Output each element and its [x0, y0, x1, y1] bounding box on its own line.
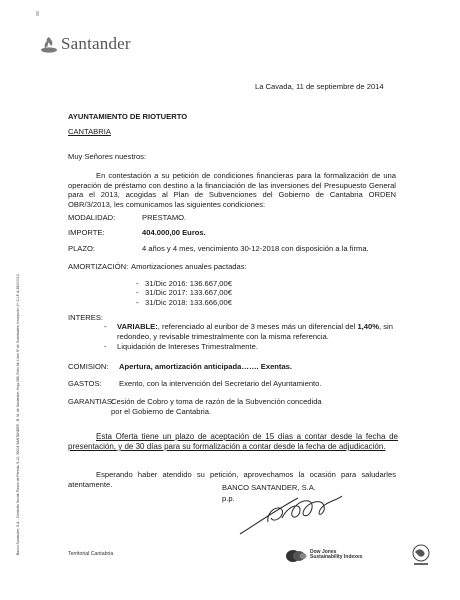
signature-bank: BANCO SANTANDER, S.A. — [222, 483, 316, 492]
term-value-amortizacion: Amortizaciones anuales pactadas: — [131, 262, 247, 271]
term-label-importe: IMPORTE: — [68, 228, 105, 237]
term-label-modalidad: MODALIDAD: — [68, 213, 116, 222]
brand-name: Santander — [61, 34, 131, 53]
place-date: La Cavada, 11 de septiembre de 2014 — [255, 82, 384, 91]
recipient-region: CANTABRIA — [68, 127, 111, 136]
salutation: Muy Señores nuestros: — [68, 152, 147, 161]
djsi-logo-icon — [285, 548, 307, 564]
term-value-plazo: 4 años y 4 mes, vencimiento 30-12-2018 con disposición a la firma. — [142, 244, 369, 253]
term-label-plazo: PLAZO: — [68, 244, 96, 253]
term-value-comision: Apertura, amortización anticipada……. Exentas. — [119, 362, 293, 371]
footer-territorial: Territorial Cantabria — [68, 551, 114, 557]
signature-pp: p.p. — [222, 494, 235, 503]
term-value-gastos: Exento, con la intervención del Secretario del Ayuntamiento. — [119, 379, 322, 388]
term-value-garantias: Cesión de Cobro y toma de razón de la Subvención concedida por el Gobierno de Cantabria. — [111, 397, 322, 416]
interest-rate: 1,40% — [357, 322, 379, 331]
intro-paragraph: En contestación a su petición de condiciones financieras para la formalización de una operación de préstamo con destino a la financiación de las inversiones del Presupuesto General para el 2013, acogidas al Plan de Subvenciones del Gobierno de Cantabria ORDEN OBR/3/2013, les comunicamos las siguientes condiciones: — [68, 171, 396, 209]
amortization-schedule — [136, 279, 232, 307]
term-label-amortizacion: AMORTIZACIÓN: — [68, 262, 129, 271]
amortization-item: - 31/Dic 2018: 133.666,00€ — [136, 298, 232, 307]
handwritten-signature — [238, 488, 348, 538]
amortization-item: - 31/Dic 2016: 136.667,00€ — [136, 279, 232, 288]
term-label-comision: COMISION: — [68, 362, 109, 371]
term-label-gastos: GASTOS: — [68, 379, 102, 388]
term-value-importe: 404.000,00 Euros. — [142, 228, 206, 237]
interest-variable: - VARIABLE:, referenciado al euribor de 3 meses más un diferencial del 1,40%, sin redondeo, y revisable trimestralmente con la misma referencia. — [104, 322, 393, 341]
term-label-interes: INTERES: — [68, 313, 104, 322]
interest-variable-text-b: , sin redondeo, y revisable trimestralmente con la misma referencia. — [117, 322, 393, 341]
offer-validity: Esta Oferta tiene un plazo de aceptación de 15 días a contar desde la fecha de presentación, y de 30 días para su formalización a contar desde la fecha de adjudicación. — [68, 432, 398, 451]
djsi-badge — [285, 545, 395, 565]
interest-liquidation-text: Liquidación de Intereses Trimestralmente. — [117, 342, 258, 351]
interest-liquidation: - Liquidación de Intereses Trimestralmente. — [104, 342, 258, 351]
closing: Esperando haber atendido su petición, aprovechamos la ocasión para saludarles atentamente. — [68, 470, 396, 489]
letterhead — [40, 34, 160, 56]
interest-variable-label: VARIABLE: — [117, 322, 158, 331]
santander-flame-icon — [40, 36, 58, 54]
side-legal-text: Banco Santander, S.A. - Domicilio Social: Paseo de Pereda, 9-12, 39004 SANTANDER - R. M. de Santander, Hoja 286, Folio 64, Libro 5º de Sociedades, Inscripción 1ª. C.I.F. A-39000013 — [16, 274, 20, 555]
term-label-garantias: GARANTIAS: — [68, 397, 114, 406]
djsi-line2: Sustainability Indexes — [310, 554, 363, 560]
djsi-line1: Dow Jones — [310, 549, 337, 555]
term-value-modalidad: PRESTAMO. — [142, 213, 187, 222]
interest-variable-text-a: , referenciado al euribor de 3 meses más un diferencial del — [157, 322, 358, 331]
amortization-item: - 31/Dic 2017: 133.667,00€ — [136, 288, 232, 297]
scan-mark — [36, 11, 39, 16]
recipient-name: AYUNTAMIENTO DE RIOTUERTO — [68, 112, 188, 121]
globe-seal-icon — [410, 543, 432, 567]
